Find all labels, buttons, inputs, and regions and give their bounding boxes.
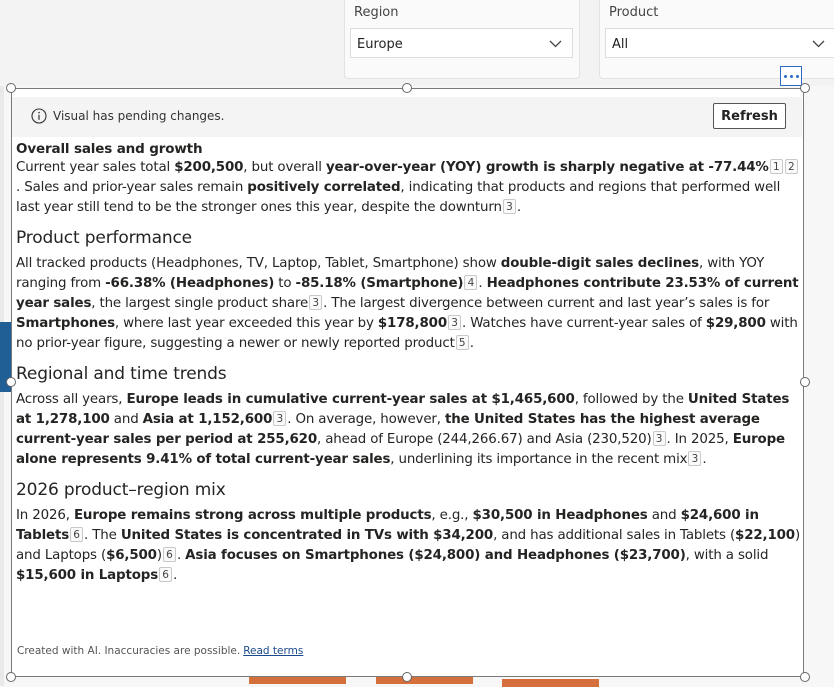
resize-handle[interactable] bbox=[6, 672, 16, 682]
resize-handle[interactable] bbox=[6, 83, 16, 93]
resize-handle[interactable] bbox=[6, 377, 16, 387]
read-terms-link[interactable]: Read terms bbox=[243, 645, 304, 657]
resize-handle[interactable] bbox=[800, 672, 810, 682]
section-paragraph: All tracked products (Headphones, TV, Laptop, Tablet, Smartphone) show double-digit sales declines, with YOY ranging from -66.38% (Headphones) to -85.18% (Smartphone) 4 . Headphones contribute 23.53% of current year sales, the largest single product share 3 . The largest divergence between current and last year’s sales is for Smartphones, where last year exceeded this year by $178,800 3 . Watches have current-year sales of $29,800 with no prior-year figure, suggesting a newer or newly reported product 5 . bbox=[16, 256, 799, 351]
section-heading: 2026 product–region mix bbox=[16, 480, 226, 500]
citation-marker[interactable]: 3 bbox=[503, 199, 516, 214]
refresh-button[interactable]: Refresh bbox=[713, 103, 786, 129]
region-slicer bbox=[344, 0, 580, 79]
narrative-content bbox=[16, 140, 801, 586]
chevron-down-icon bbox=[812, 40, 825, 48]
citation-marker[interactable]: 6 bbox=[163, 547, 176, 562]
region-slicer-label: Region bbox=[354, 5, 399, 20]
background-chart-bar bbox=[249, 676, 346, 684]
citation-marker[interactable]: 6 bbox=[159, 567, 172, 582]
disclaimer-text: Created with AI. Inaccuracies are possible. bbox=[17, 645, 241, 657]
region-dropdown[interactable] bbox=[350, 28, 573, 58]
pending-changes-banner bbox=[12, 97, 802, 137]
citation-marker[interactable]: 3 bbox=[653, 431, 666, 446]
citation-marker[interactable]: 6 bbox=[70, 527, 83, 542]
ai-disclaimer bbox=[17, 645, 303, 657]
citation-marker[interactable]: 5 bbox=[456, 335, 469, 350]
section-heading: Product performance bbox=[16, 228, 192, 248]
product-dropdown-value: All bbox=[612, 37, 629, 52]
resize-handle[interactable] bbox=[402, 83, 412, 93]
more-options-icon[interactable] bbox=[780, 66, 802, 86]
resize-handle[interactable] bbox=[800, 83, 810, 93]
section-paragraph: Across all years, Europe leads in cumulative current-year sales at $1,465,600, followed by the United States at 1,278,100 and Asia at 1,152,600 3 . On average, however, the United States has the highest average current-year sales per period at 255,620, ahead of Europe (244,266.67) and Asia (230,520) 3 . In 2025, Europe alone represents 9.41% of total current-year sales, underlining its importance in the recent mix 3 . bbox=[16, 392, 790, 467]
product-slicer-label: Product bbox=[609, 5, 659, 20]
citation-marker[interactable]: 3 bbox=[688, 451, 701, 466]
citation-marker[interactable]: 2 bbox=[785, 159, 798, 174]
region-dropdown-value: Europe bbox=[357, 37, 403, 52]
background-chart-bar bbox=[502, 679, 599, 687]
resize-handle[interactable] bbox=[402, 672, 412, 682]
section-paragraph: In 2026, Europe remains strong across multiple products, e.g., $30,500 in Headphones and $24,600 in Tablets 6 . The United States is concentrated in TVs with $34,200, and has additional sales in Tablets ($22,100) and Laptops ($6,500) 6 . Asia focuses on Smartphones ($24,800) and Headphones ($23,700), with a solid $15,600 in Laptops 6 . bbox=[16, 508, 801, 583]
info-icon bbox=[31, 108, 47, 124]
section-paragraph: Current year sales total $200,500, but overall year-over-year (YOY) growth is sharply negative at -77.44% 1 2. Sales and prior-year sales remain positively correlated, indicating that products and regions that performed well last year still tend to be the stronger ones this year, despite the downturn 3 . bbox=[16, 158, 801, 218]
citation-marker[interactable]: 3 bbox=[448, 315, 461, 330]
background-chart-bar bbox=[376, 676, 473, 684]
citation-marker[interactable]: 3 bbox=[273, 411, 286, 426]
resize-handle[interactable] bbox=[800, 377, 810, 387]
citation-marker[interactable]: 1 bbox=[770, 159, 783, 174]
section-heading: Overall sales and growth bbox=[16, 141, 203, 157]
pending-changes-message: Visual has pending changes. bbox=[53, 109, 225, 123]
section-heading: Regional and time trends bbox=[16, 364, 227, 384]
citation-marker[interactable]: 4 bbox=[464, 275, 477, 290]
chevron-down-icon bbox=[549, 40, 562, 48]
citation-marker[interactable]: 3 bbox=[309, 295, 322, 310]
product-dropdown[interactable] bbox=[605, 28, 834, 58]
